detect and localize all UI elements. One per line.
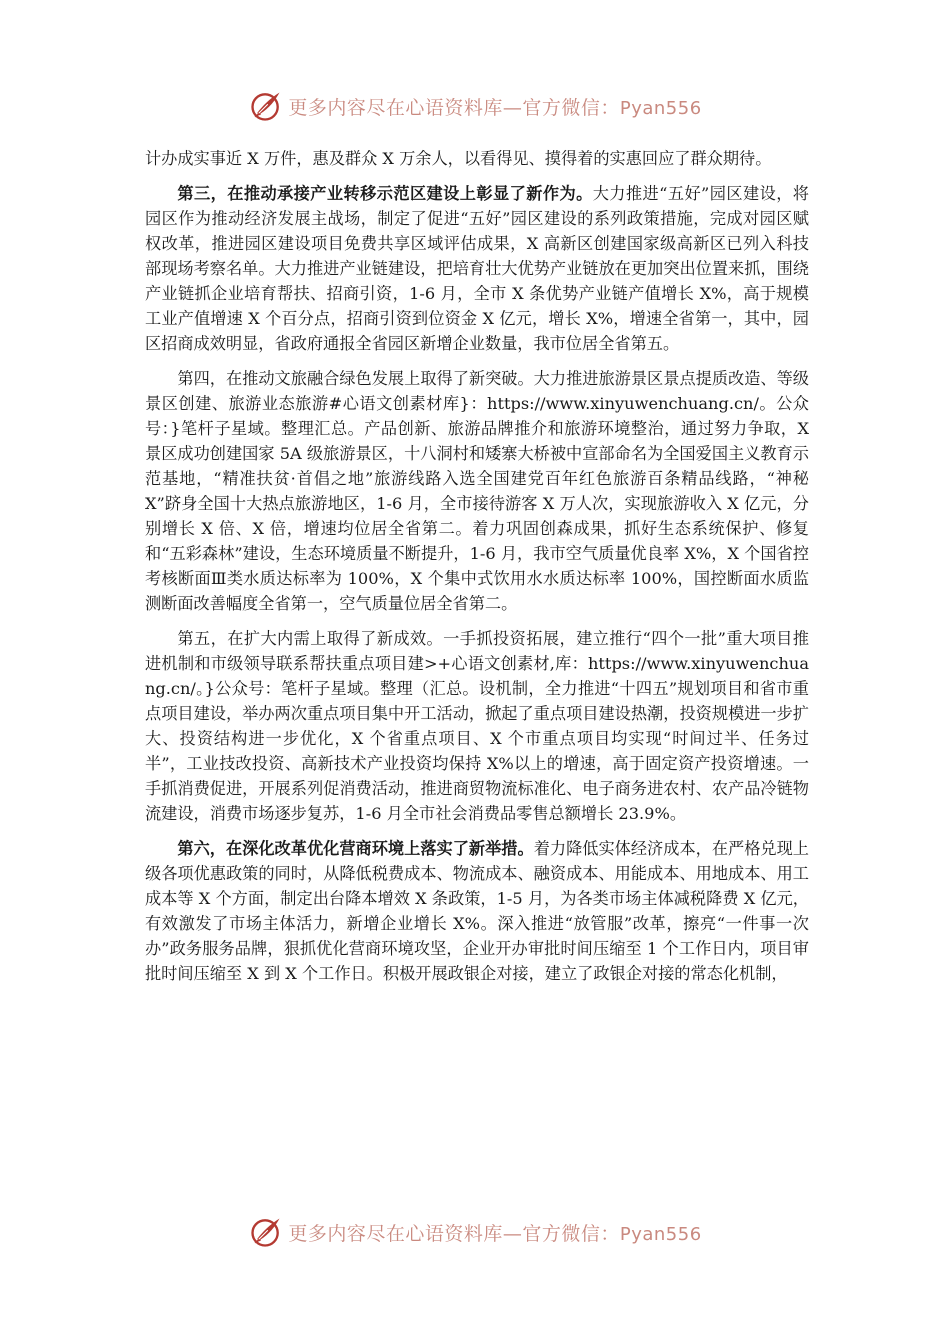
- watermark-slogan: 更多内容尽在心语资料库—官方微信：: [288, 96, 620, 119]
- paragraph-5-lead: 第六，在深化改革优化营商环境上落实了新举措。: [177, 839, 534, 858]
- paragraph-5: [145, 836, 809, 986]
- document-body: [145, 146, 809, 996]
- watermark-slogan: 更多内容尽在心语资料库—官方微信：: [288, 1222, 620, 1245]
- paragraph-5-text: 着力降低实体经济成本，在严格兑现上级各项优惠政策的同时，从降低税费成本、物流成本、融资成本、用能成本、用地成本、用工成本等 X 个方面，制定出台降本增效 X 条政策，1-5 月，为各类市场主体减税降费 X 亿元，有效激发了市场主体活力，新增企业增长 X%。深入推进“放管服”改革，擦亮“一件事一次办”政务服务品牌，狠抓优化营商环境攻坚，企业开办审批时间压缩至 1 个工作日内，项目审批时间压缩至 X 到 X 个工作日。积极开展政银企对接，建立了政银企对接的常态化机制，: [145, 839, 809, 983]
- watermark-handle: Pyan556: [619, 97, 702, 119]
- paragraph-4-text: 第五，在扩大内需上取得了新成效。一手抓投资拓展，建立推行“四个一批”重大项目推进机制和市级领导联系帮扶重点项目建>+心语文创素材,库：https://www.xinyuwenchuang.cn/。}公众号：笔杆子星域。整理（汇总。设机制，全力推进“十四五”规划项目和省市重点项目建设，举办两次重点项目集中开工活动，掀起了重点项目建设热潮，投资规模进一步扩大、投资结构进一步优化，X 个省重点项目、X 个市重点项目均实现“时间过半、任务过半”，工业技改投资、高新技术产业投资均保持 X%以上的增速，高于固定资产投资增速。一手抓消费促进，开展系列促消费活动，推进商贸物流标准化、电子商务进农村、农产品冷链物流建设，消费市场逐步复苏，1-6 月全市社会消费品零售总额增长 23.9%。: [145, 629, 809, 823]
- watermark-handle: Pyan556: [619, 1223, 702, 1245]
- quill-logo-icon: [248, 88, 284, 124]
- paragraph-2: [145, 181, 809, 356]
- paragraph-1: [145, 146, 809, 171]
- watermark-text: [288, 1219, 701, 1246]
- paragraph-1-text: 计办成实事近 X 万件，惠及群众 X 万余人，以看得见、摸得着的实惠回应了群众期待。: [145, 149, 772, 168]
- paragraph-2-text: 大力推进“五好”园区建设，将园区作为推动经济发展主战场，制定了促进“五好”园区建设的系列政策措施，完成对园区赋权改革，推进园区建设项目免费共享区域评估成果，X 高新区创建国家级高新区已列入科技部现场考察名单。大力推进产业链建设，把培育壮大优势产业链放在更加突出位置来抓，围绕产业链抓企业培育帮扶、招商引资，1-6 月，全市 X 条优势产业链产值增长 X%，高于规模工业产值增速 X 个百分点，招商引资到位资金 X 亿元，增长 X%，增速全省第一，其中，园区招商成效明显，省政府通报全省园区新增企业数量，我市位居全省第五。: [145, 184, 809, 353]
- paragraph-3-text: 第四，在推动文旅融合绿色发展上取得了新突破。大力推进旅游景区景点提质改造、等级景区创建、旅游业态旅游#心语文创素材库}：https://www.xinyuwenchuang.cn/。公众号：}笔杆子星域。整理汇总。产品创新、旅游品牌推介和旅游环境整治，通过努力争取，X 景区成功创建国家 5A 级旅游景区，十八洞村和矮寨大桥被中宣部命名为全国爱国主义教育示范基地，“精准扶贫·首倡之地”旅游线路入选全国建党百年红色旅游百条精品线路，“神秘 X”跻身全国十大热点旅游地区，1-6 月，全市接待游客 X 万人次，实现旅游收入 X 亿元，分别增长 X 倍、X 倍，增速均位居全省第二。着力巩固创森成果，抓好生态系统保护、修复和“五彩森林”建设，生态环境质量不断提升，1-6 月，我市空气质量优良率 X%，X 个国省控考核断面Ⅲ类水质达标率为 100%，X 个集中式饮用水水质达标率 100%，国控断面水质监测断面改善幅度全省第一，空气质量位居全省第二。: [145, 369, 809, 613]
- footer-watermark: [0, 1214, 950, 1250]
- watermark-text: [288, 93, 701, 120]
- paragraph-2-lead: 第三，在推动承接产业转移示范区建设上彰显了新作为。: [177, 184, 593, 203]
- quill-logo-icon: [248, 1214, 284, 1250]
- paragraph-4: [145, 626, 809, 826]
- paragraph-3: [145, 366, 809, 616]
- header-watermark: [0, 88, 950, 124]
